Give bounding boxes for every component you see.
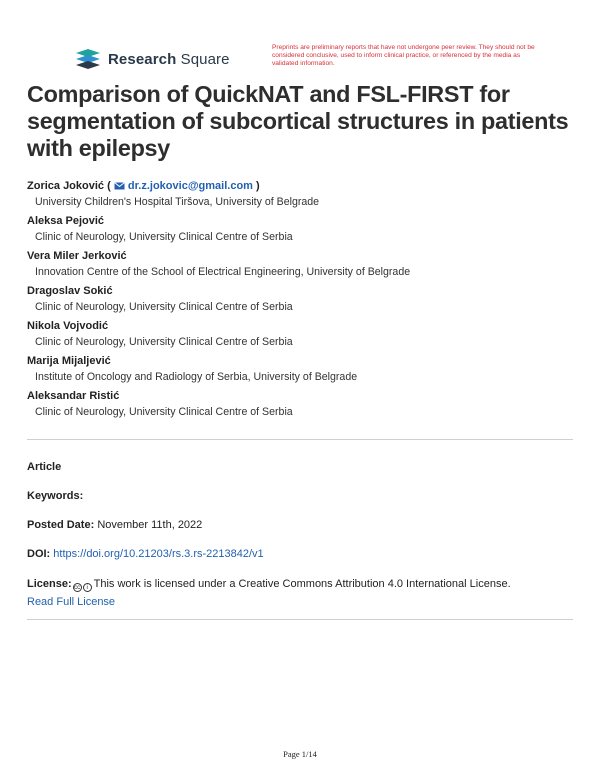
- license-label: License:: [27, 578, 72, 590]
- research-square-logo[interactable]: [74, 48, 230, 70]
- mail-icon: [114, 182, 125, 190]
- author-item: [27, 320, 587, 349]
- preprint-disclaimer: Preprints are preliminary reports that have not undergone peer review. They should not be considered conclusive, used to inform clinical practice, or referenced by the media as validated information.: [272, 44, 535, 67]
- doi-link[interactable]: https://doi.org/10.21203/rs.3.rs-2213842/v1: [53, 548, 264, 560]
- doi-row: [27, 548, 264, 560]
- paper-title: Comparison of QuickNAT and FSL-FIRST for segmentation of subcortical structures in patients with epilepsy: [27, 81, 569, 161]
- cc-by-icon: cc i: [73, 583, 92, 592]
- research-square-mark-icon: [74, 48, 102, 70]
- posted-date-label: Posted Date:: [27, 519, 95, 531]
- author-name: Vera Miler Jerković: [27, 250, 127, 262]
- author-item: [27, 285, 587, 314]
- author-item: [27, 390, 587, 419]
- author-item: [27, 180, 587, 209]
- author-email-link[interactable]: dr.z.jokovic@gmail.com: [114, 180, 253, 192]
- author-name: Nikola Vojvodić: [27, 320, 109, 332]
- author-affiliation: Institute of Oncology and Radiology of Serbia, University of Belgrade: [35, 371, 358, 383]
- author-affiliation: Clinic of Neurology, University Clinical Centre of Serbia: [35, 336, 293, 348]
- author-item: [27, 250, 587, 279]
- article-type: Article: [27, 461, 62, 473]
- section-divider: [27, 439, 573, 440]
- author-item: [27, 355, 587, 384]
- author-name: Aleksandar Ristić: [27, 390, 120, 402]
- author-name: Zorica Joković: [27, 180, 105, 192]
- author-email-group: ( dr.z.jokovic@gmail.com ): [107, 180, 260, 192]
- author-affiliation: Clinic of Neurology, University Clinical Centre of Serbia: [35, 406, 293, 418]
- author-name: Aleksa Pejović: [27, 215, 105, 227]
- license-text: This work is licensed under a Creative Commons Attribution 4.0 International License.: [93, 578, 511, 590]
- author-name: Dragoslav Sokić: [27, 285, 113, 297]
- read-full-license-link[interactable]: Read Full License: [27, 596, 116, 608]
- license-row: [27, 578, 511, 592]
- author-affiliation: Clinic of Neurology, University Clinical Centre of Serbia: [35, 231, 293, 243]
- keywords-row: Keywords:: [27, 490, 84, 502]
- author-affiliation: Innovation Centre of the School of Electrical Engineering, University of Belgrade: [35, 266, 411, 278]
- posted-date: November 11th, 2022: [97, 519, 203, 531]
- author-list: [27, 180, 587, 419]
- author-affiliation: Clinic of Neurology, University Clinical Centre of Serbia: [35, 301, 293, 313]
- author-item: [27, 215, 587, 244]
- author-affiliation: University Children's Hospital Tiršova, University of Belgrade: [35, 196, 320, 208]
- read-license-row: [27, 596, 115, 608]
- doi-label: DOI:: [27, 548, 51, 560]
- page-number: Page 1/14: [283, 749, 317, 759]
- logo-wordmark: Research Square: [108, 50, 230, 68]
- posted-date-row: [27, 519, 202, 531]
- section-divider: [27, 619, 573, 620]
- author-name: Marija Mijaljević: [27, 355, 111, 367]
